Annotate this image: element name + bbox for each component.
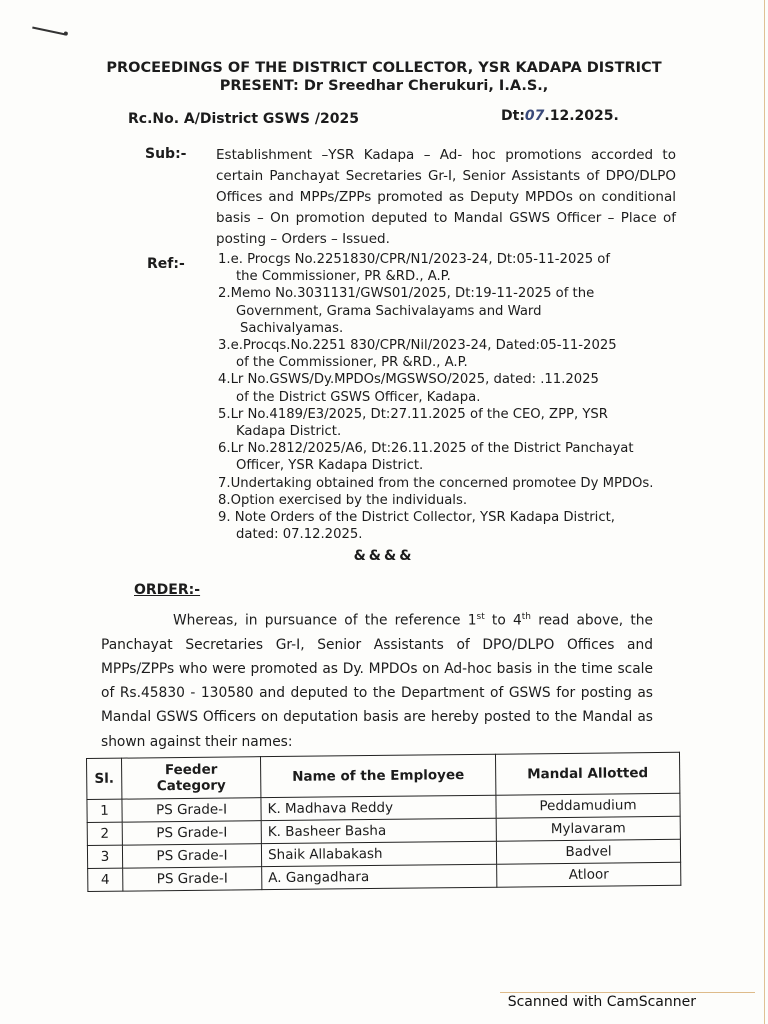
col-header-feeder: Feeder Category (122, 757, 261, 799)
reference-item: 7.Undertaking obtained from the concerned promotee Dy MPDOs. (218, 475, 654, 491)
reference-continuation: dated: 07.12.2025. (236, 527, 363, 543)
separator: &&&& (353, 548, 415, 564)
table-row (88, 862, 681, 891)
subject-label: Sub:- (145, 146, 187, 162)
cell-name: K. Madhava Reddy (261, 795, 496, 820)
reference-continuation: the Commissioner, PR &RD., A.P. (236, 269, 451, 285)
posting-table (86, 752, 681, 892)
scanner-watermark: Scanned with CamScanner (507, 994, 696, 1010)
cell-name: K. Basheer Basha (261, 818, 496, 843)
cell-sl: 2 (87, 822, 122, 845)
references-list (218, 251, 688, 543)
cell-name: Shaik Allabakash (261, 841, 496, 866)
reference-item: 3.e.Procqs.No.2251 830/CPR/Nil/2023-24, Dated:05-11-2025 (218, 338, 617, 354)
reference-item: 4.Lr No.GSWS/Dy.MPDOs/MGSWSO/2025, dated: .11.2025 (218, 372, 599, 388)
cell-sl: 4 (88, 868, 123, 891)
cell-name: A. Gangadhara (262, 864, 497, 889)
col-header-sl: Sl. (87, 758, 122, 799)
document-date: Dt:07.12.2025. (501, 108, 619, 124)
handwritten-day: 07 (524, 108, 545, 124)
subject-text: Establishment –YSR Kadapa – Ad- hoc promotions accorded to certain Panchayat Secretaries Gr-I, Senior Assistants of DPO/DLPO Offices and MPPs/ZPPs promoted as Deputy MPDOs on conditional basis – On promotion deputed to Mandal GSWS Officer – Place of posting – Orders – Issued. (216, 147, 676, 247)
reference-continuation: Kadapa District. (236, 424, 342, 440)
reference-item: 5.Lr No.4189/E3/2025, Dt:27.11.2025 of the CEO, ZPP, YSR (218, 406, 608, 422)
order-label: ORDER:- (134, 582, 201, 598)
reference-item: 1.e. Procgs No.2251830/CPR/N1/2023-24, Dt:05-11-2025 of (218, 252, 611, 267)
col-header-mandal: Mandal Allotted (495, 752, 679, 795)
reference-item: 8.Option exercised by the individuals. (218, 492, 468, 508)
cell-mandal: Atloor (497, 862, 681, 887)
cell-feeder: PS Grade-I (122, 798, 261, 822)
reference-continuation: of the District GSWS Officer, Kadapa. (236, 389, 481, 405)
references-label: Ref:- (147, 256, 185, 272)
reference-continuation: Sachivalyamas. (240, 320, 344, 336)
header-line-2: PRESENT: Dr Sreedhar Cherukuri, I.A.S., (219, 78, 549, 94)
reference-continuation: Government, Grama Sachivalayams and Ward (236, 303, 542, 319)
pen-mark (32, 26, 66, 35)
cell-mandal: Badvel (496, 839, 680, 864)
reference-continuation: of the Commissioner, PR &RD., A.P. (236, 355, 468, 371)
reference-item: 6.Lr No.2812/2025/A6, Dt:26.11.2025 of the District Panchayat (218, 441, 634, 457)
cell-mandal: Mylavaram (496, 816, 680, 841)
cell-mandal: Peddamudium (496, 793, 680, 818)
cell-feeder: PS Grade-I (122, 844, 261, 868)
cell-sl: 1 (87, 799, 122, 822)
header-line-1: PROCEEDINGS OF THE DISTRICT COLLECTOR, YSR KADAPA DISTRICT (106, 60, 662, 76)
footer-rule (500, 992, 755, 993)
table-header-row (87, 752, 680, 799)
scan-edge (764, 0, 765, 1024)
order-paragraph: Whereas, in pursuance of the reference 1st to 4th read above, the Panchayat Secretaries Gr-I, Senior Assistants of DPO/DLPO Offices and MPPs/ZPPs who were promoted as Dy. MPDOs on Ad-hoc basis in the time scale of Rs.45830 - 130580 and deputed to the Department of GSWS for posting as Mandal GSWS Officers on deputation basis are hereby posted to the Mandal as shown against their names: (101, 612, 653, 750)
cell-feeder: PS Grade-I (122, 821, 261, 845)
reference-continuation: Officer, YSR Kadapa District. (236, 458, 424, 474)
rc-number: Rc.No. A/District GSWS /2025 (128, 111, 359, 127)
reference-item: 2.Memo No.3031131/GWS01/2025, Dt:19-11-2025 of the (218, 286, 595, 302)
reference-item: 9. Note Orders of the District Collector, YSR Kadapa District, (218, 510, 615, 526)
col-header-name: Name of the Employee (260, 754, 495, 797)
cell-sl: 3 (87, 845, 122, 868)
cell-feeder: PS Grade-I (123, 867, 262, 891)
